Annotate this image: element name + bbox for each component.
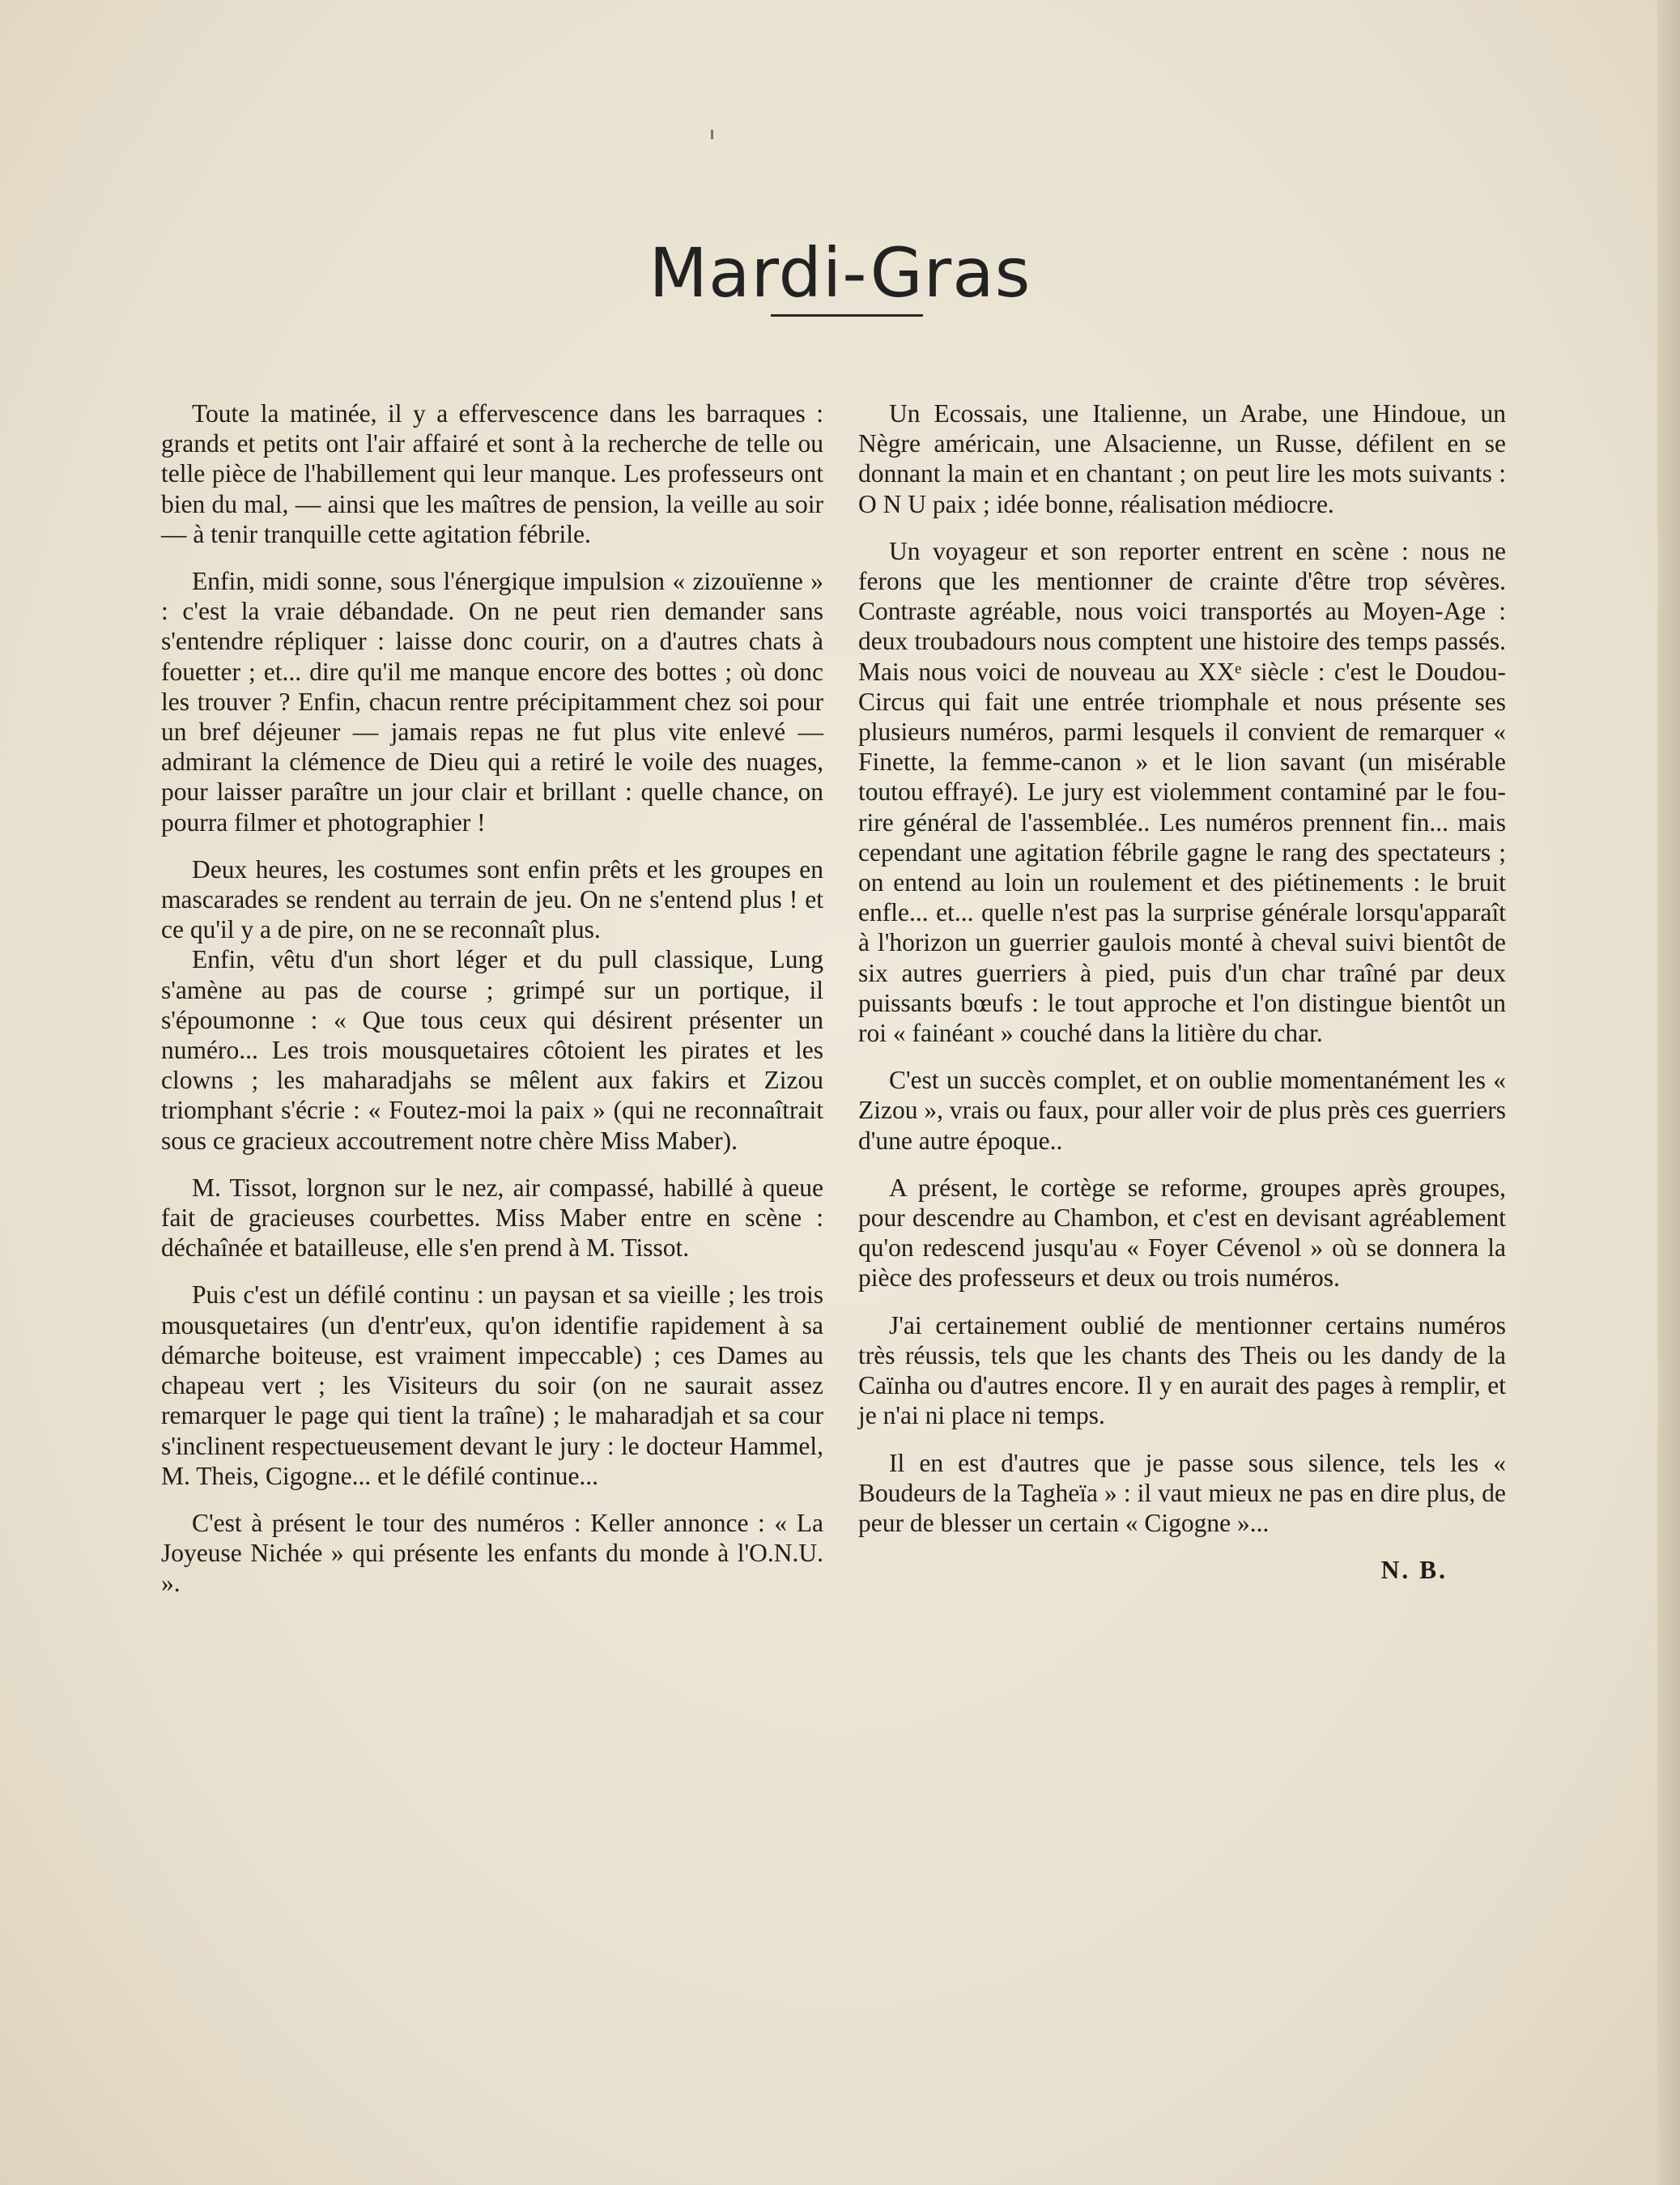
print-speck [711,130,713,139]
paragraph: Toute la matinée, il y a effervescence dans les barraques : grands et petits ont l'air affairé et sont à la recherche de telle ou telle pièce de l'habillement qui leur manque. Les professeurs ont bien du mal, — ainsi que les maîtres de pension, la veille au soir — à tenir tranquille cette agitation fébrile. [161,399,823,548]
paragraph: Il en est d'autres que je passe sous silence, tels les « Boudeurs de la Tagheïa » : il vaut mieux ne pas en dire plus, de peur de blesser un certain « Cigogne »... [858,1448,1506,1537]
paragraph: C'est à présent le tour des numéros : Keller annonce : « La Joyeuse Nichée » qui présente les enfants du monde à l'O.N.U. ». [161,1508,823,1598]
left-column [161,398,823,1616]
title-rule [771,314,923,317]
paragraph: Enfin, vêtu d'un short léger et du pull classique, Lung s'amène au pas de course ; grimpé sur un portique, il s'époumonne : « Que tous ceux qui désirent présenter un numéro... Les trois mousquetaires côtoient les pirates et les clowns ; les maharadjahs se mêlent aux fakirs et Zizou triomphant s'écrie : « Foutez-moi la paix » (qui ne reconnaîtrait sous ce gracieux accoutrement notre chère Miss Maber). [161,945,823,1155]
paragraph: Deux heures, les costumes sont enfin prêts et les groupes en mascarades se rendent au terrain de jeu. On ne s'entend plus ! et ce qu'il y a de pire, on ne se reconnaît plus. [161,854,823,944]
paragraph: Puis c'est un défilé continu : un paysan et sa vieille ; les trois mousquetaires (un d'entr'eux, qu'on identifie rapidement à sa démarche boiteuse, est vraiment impeccable) ; ces Dames au chapeau vert ; les Visiteurs du soir (on ne saurait assez remarquer le page qui tient la traîne) ; le maharadjah et sa cour s'inclinent respectueusement devant le jury : le docteur Hammel, M. Theis, Cigogne... et le défilé continue... [161,1280,823,1490]
paragraph: Un voyageur et son reporter entrent en scène : nous ne ferons que les mentionner de crainte d'être trop sévères. Contraste agréable, nous voici transportés au Moyen-Age : deux troubadours nous comptent une histoire des temps passés. Mais nous voici de nouveau au XXᵉ siècle : c'est le Doudou-Circus qui fait une entrée triomphale et nous présente ses plusieurs numéros, parmi lesquels il convient de remarquer « Finette, la femme-canon » et le lion savant (un misérable toutou effrayé). Le jury est violemment contaminé par le fou-rire général de l'assemblée.. Les numéros prennent fin... mais cependant une agitation fébrile gagne le rang des spectateurs ; on entend au loin un roulement et des piétinements : le bruit enfle... et... quelle n'est pas la surprise générale lorsqu'apparaît à l'horizon un guerrier gaulois monté à cheval suivi bientôt de six autres guerriers à pied, puis d'un char traîné par deux puissants bœufs : le tout approche et l'on distingue bientôt un roi « fainéant » couché dans la litière du char. [858,536,1506,1048]
paragraph: Un Ecossais, une Italienne, un Arabe, une Hindoue, un Nègre américain, une Alsacienne, un Russe, défilent en se donnant la main et en chantant ; on peut lire les mots suivants : O N U paix ; idée bonne, réalisation médiocre. [858,399,1506,518]
paragraph: C'est un succès complet, et on oublie momentanément les « Zizou », vrais ou faux, pour aller voir de plus près ces guerriers d'une autre époque.. [858,1066,1506,1155]
paragraph: M. Tissot, lorgnon sur le nez, air compassé, habillé à queue fait de gracieuses courbettes. Miss Maber entre en scène : déchaînée et batailleuse, elle s'en prend à M. Tissot. [161,1173,823,1263]
right-column [858,398,1506,1602]
signature: N. B. [1380,1556,1448,1585]
paragraph: A présent, le cortège se reforme, groupes après groupes, pour descendre au Chambon, et c'est en devisant agréablement qu'on redescend jusqu'au « Foyer Cévenol » où se donnera la pièce des professeurs et deux ou trois numéros. [858,1173,1506,1293]
paragraph: J'ai certainement oublié de mentionner certains numéros très réussis, tels que les chants des Theis ou les dandy de la Caïnha ou d'autres encore. Il y en aurait des pages à remplir, et je n'ai ni place ni temps. [858,1310,1506,1430]
paper-edge [1657,0,1680,2185]
paragraph: Enfin, midi sonne, sous l'énergique impulsion « zizouïenne » : c'est la vraie débandade. On ne peut rien demander sans s'entendre répliquer : laisse donc courir, on a d'autres chats à fouetter ; et... dire qu'il me manque encore des bottes ; où donc les trouver ? Enfin, chacun rentre précipitamment chez soi pour un bref déjeuner — jamais repas ne fut plus vite enlevé — admirant la clémence de Dieu qui a retiré le voile des nuages, pour laisser paraître un jour clair et brillant : quelle chance, on pourra filmer et photographier ! [161,567,823,837]
page-title: Mardi-Gras [649,233,1031,313]
